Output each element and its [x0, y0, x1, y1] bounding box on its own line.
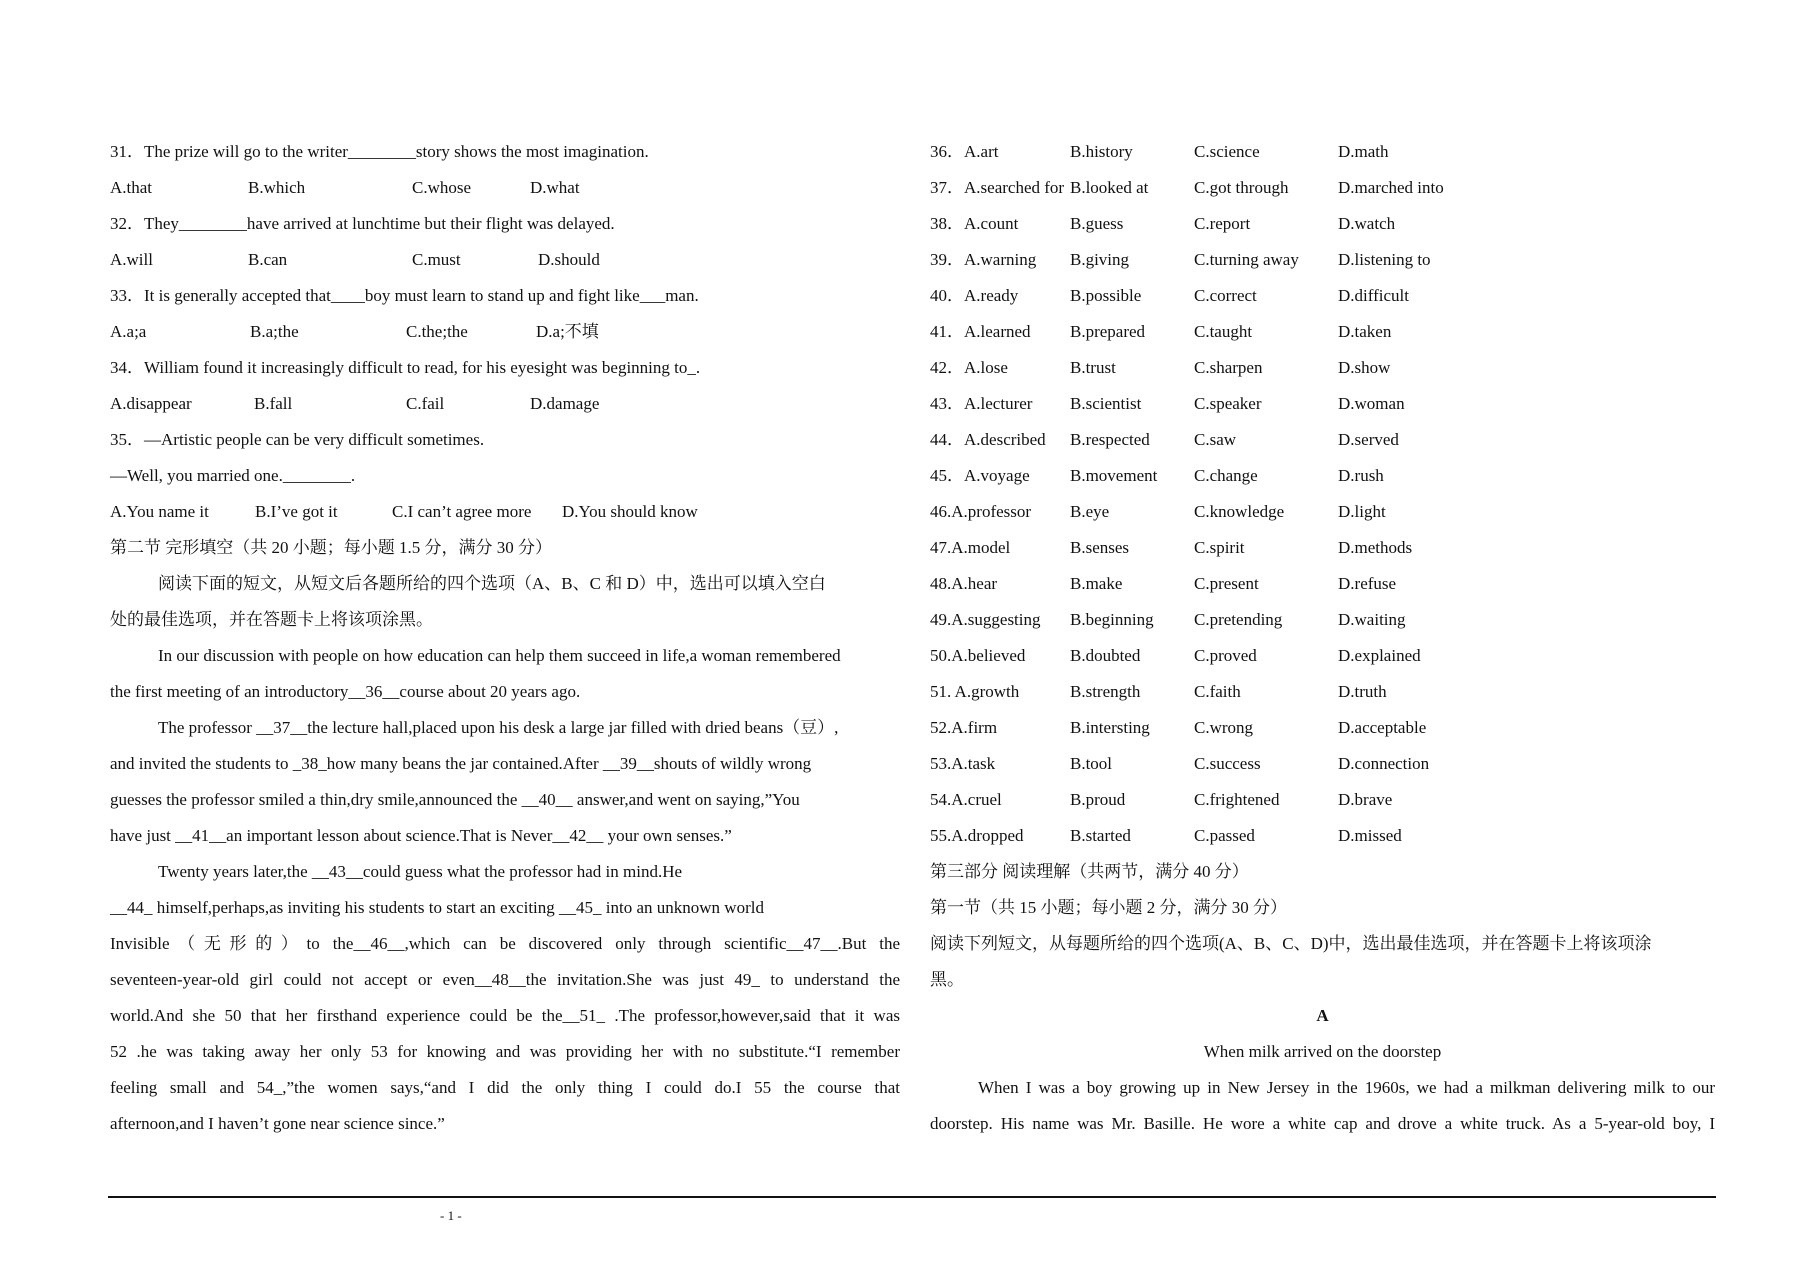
passage-line: Twenty years later,the __43__could guess what the professor had in mind.He: [158, 862, 683, 881]
option-b: B.senses: [1070, 538, 1130, 557]
option-a: 44．A.described: [930, 430, 1046, 449]
cloze-option-row: [930, 782, 1715, 818]
option-d: D.light: [1338, 502, 1386, 521]
option-c: C.spirit: [1194, 538, 1245, 557]
passage-line: When I was a boy growing up in New Jersey in the 1960s, we had a milkman delivering milk to our: [978, 1078, 1715, 1097]
option-b: B.can: [248, 250, 288, 269]
section-heading: 第一节（共 15 小题；每小题 2 分，满分 30 分）: [930, 898, 1287, 917]
cloze-option-row: [930, 458, 1715, 494]
option-d: D.difficult: [1338, 286, 1409, 305]
cloze-option-row: [930, 746, 1715, 782]
passage-line: guesses the professor smiled a thin,dry smile,announced the __40__ answer,and went on saying,”You: [110, 790, 800, 809]
option-d: D.You should know: [562, 502, 698, 521]
option-d: D.acceptable: [1338, 718, 1427, 737]
option-d: D.show: [1338, 358, 1391, 377]
option-a: 37．A.searched for: [930, 178, 1065, 197]
options-34: [110, 386, 900, 422]
option-b: B.history: [1070, 142, 1133, 161]
option-c: C.wrong: [1194, 718, 1254, 737]
passage-line: and invited the students to _38_how many beans the jar contained.After __39__shouts of wildly wrong: [110, 754, 812, 773]
option-d: D.methods: [1338, 538, 1413, 557]
option-c: C.correct: [1194, 286, 1257, 305]
option-c: C.saw: [1194, 430, 1237, 449]
option-c: C.speaker: [1194, 394, 1262, 413]
option-b: B.a;the: [250, 322, 299, 341]
option-d: D.damage: [530, 394, 600, 413]
option-b: B.giving: [1070, 250, 1130, 269]
part-heading: 第三部分 阅读理解（共两节，满分 40 分）: [930, 862, 1249, 881]
option-b: B.proud: [1070, 790, 1126, 809]
option-b: B.tool: [1070, 754, 1113, 773]
passage-line: afternoon,and I haven’t gone near science since.”: [110, 1114, 445, 1133]
cloze-option-row: [930, 602, 1715, 638]
option-d: D.listening to: [1338, 250, 1431, 269]
option-a: 47.A.model: [930, 538, 1011, 557]
option-c: C.got through: [1194, 178, 1289, 197]
option-c: C.I can’t agree more: [392, 502, 532, 521]
option-a: 51. A.growth: [930, 682, 1020, 701]
option-b: B.I’ve got it: [255, 502, 338, 521]
option-b: B.beginning: [1070, 610, 1154, 629]
option-d: D.watch: [1338, 214, 1396, 233]
instructions-line: 处的最佳选项，并在答题卡上将该项涂黑。: [110, 610, 433, 629]
right-column: [930, 134, 1715, 1142]
option-b: B.possible: [1070, 286, 1142, 305]
footer-rule: [108, 1196, 1716, 1198]
option-d: D.should: [538, 250, 600, 269]
option-a: A.a;a: [110, 322, 147, 341]
option-a: 48.A.hear: [930, 574, 998, 593]
option-d: D.brave: [1338, 790, 1393, 809]
option-c: C.must: [412, 250, 461, 269]
options-33: [110, 314, 900, 350]
cloze-option-row: [930, 530, 1715, 566]
options-32: [110, 242, 900, 278]
cloze-option-row: [930, 710, 1715, 746]
cloze-option-row: [930, 818, 1715, 854]
option-b: B.started: [1070, 826, 1131, 845]
option-c: C.success: [1194, 754, 1261, 773]
option-c: C.proved: [1194, 646, 1257, 665]
option-c: C.change: [1194, 466, 1258, 485]
option-c: C.report: [1194, 214, 1251, 233]
section-heading: 第二节 完形填空（共 20 小题；每小题 1.5 分，满分 30 分）: [110, 538, 552, 557]
question-31: 31．The prize will go to the writer________story shows the most imagination.: [110, 142, 649, 161]
question-35: 35．—Artistic people can be very difficult sometimes.: [110, 430, 485, 449]
question-34: 34．William found it increasingly difficult to read, for his eyesight was beginning to_.: [110, 358, 701, 377]
option-d: D.served: [1338, 430, 1399, 449]
passage-line: world.And she 50 that her firsthand experience could be the__51_ .The professor,however,said that it was: [110, 1006, 900, 1025]
instructions-line: 阅读下列短文，从每题所给的四个选项(A、B、C、D)中，选出最佳选项，并在答题卡上将该项涂: [930, 934, 1652, 953]
passage-line: The professor __37__the lecture hall,placed upon his desk a large jar filled with dried beans（豆）,: [158, 718, 839, 737]
left-column: [110, 134, 900, 1142]
option-b: B.strength: [1070, 682, 1141, 701]
option-b: B.prepared: [1070, 322, 1146, 341]
option-a: 46.A.professor: [930, 502, 1032, 521]
option-a: 54.A.cruel: [930, 790, 1002, 809]
option-b: B.fall: [254, 394, 293, 413]
option-a: 42．A.lose: [930, 358, 1008, 377]
cloze-option-row: [930, 638, 1715, 674]
question-33: 33．It is generally accepted that____boy must learn to stand up and fight like___man.: [110, 286, 699, 305]
option-a: 50.A.believed: [930, 646, 1026, 665]
option-a: 45．A.voyage: [930, 466, 1030, 485]
cloze-option-row: [930, 170, 1715, 206]
cloze-option-row: [930, 386, 1715, 422]
passage-line: doorstep. His name was Mr. Basille. He wore a white cap and drove a white truck. As a 5-year-old boy, I: [930, 1114, 1715, 1133]
option-d: D.taken: [1338, 322, 1392, 341]
option-b: B.which: [248, 178, 306, 197]
option-c: C.pretending: [1194, 610, 1283, 629]
passage-line: seventeen-year-old girl could not accept or even__48__the invitation.She was just 49_ to understand the: [110, 970, 900, 989]
question-32: 32．They________have arrived at lunchtime but their flight was delayed.: [110, 214, 615, 233]
passage-line: Invisible（无形的）to the__46__,which can be discovered only through scientific__47__.But the: [110, 934, 900, 953]
option-d: D.what: [530, 178, 580, 197]
option-d: D.rush: [1338, 466, 1384, 485]
question-35-reply: —Well, you married one.________.: [110, 466, 356, 485]
option-c: C.faith: [1194, 682, 1241, 701]
page-number: - 1 -: [440, 1208, 462, 1223]
option-b: B.trust: [1070, 358, 1116, 377]
option-d: D.a;不填: [536, 322, 599, 341]
option-a: A.disappear: [110, 394, 192, 413]
cloze-option-row: [930, 134, 1715, 170]
option-a: A.will: [110, 250, 153, 269]
passage-line: __44_ himself,perhaps,as inviting his students to start an exciting __45_ into an unknown world: [110, 898, 764, 917]
instructions-line: 阅读下面的短文，从短文后各题所给的四个选项（A、B、C 和 D）中，选出可以填入空白: [158, 574, 826, 593]
option-b: B.looked at: [1070, 178, 1149, 197]
cloze-option-row: [930, 206, 1715, 242]
option-d: D.waiting: [1338, 610, 1406, 629]
option-d: D.truth: [1338, 682, 1387, 701]
option-c: C.science: [1194, 142, 1260, 161]
option-a: 40．A.ready: [930, 286, 1019, 305]
option-a: 41．A.learned: [930, 322, 1031, 341]
option-c: C.frightened: [1194, 790, 1280, 809]
option-c: C.fail: [406, 394, 445, 413]
option-b: B.movement: [1070, 466, 1158, 485]
option-a: 49.A.suggesting: [930, 610, 1041, 629]
cloze-option-row: [930, 674, 1715, 710]
option-d: D.woman: [1338, 394, 1405, 413]
option-c: C.taught: [1194, 322, 1253, 341]
options-35: [110, 494, 900, 530]
cloze-option-row: [930, 566, 1715, 602]
cloze-option-row: [930, 494, 1715, 530]
option-c: C.whose: [412, 178, 472, 197]
option-a: 43．A.lecturer: [930, 394, 1033, 413]
passage-line: have just __41__an important lesson about science.That is Never__42__ your own senses.”: [110, 826, 732, 845]
option-d: D.missed: [1338, 826, 1402, 845]
option-b: B.respected: [1070, 430, 1150, 449]
option-a: A.You name it: [110, 502, 209, 521]
cloze-option-row: [930, 422, 1715, 458]
option-b: B.intersting: [1070, 718, 1150, 737]
cloze-option-row: [930, 314, 1715, 350]
option-d: D.math: [1338, 142, 1389, 161]
passage-line: the first meeting of an introductory__36__course about 20 years ago.: [110, 682, 581, 701]
option-c: C.sharpen: [1194, 358, 1263, 377]
passage-title: When milk arrived on the doorstep: [1203, 1042, 1442, 1061]
option-c: C.knowledge: [1194, 502, 1285, 521]
option-a: 52.A.firm: [930, 718, 998, 737]
option-d: D.connection: [1338, 754, 1430, 773]
option-c: C.the;the: [406, 322, 468, 341]
cloze-option-row: [930, 278, 1715, 314]
option-c: C.passed: [1194, 826, 1255, 845]
cloze-option-row: [930, 242, 1715, 278]
option-a: 38．A.count: [930, 214, 1019, 233]
cloze-options-list: [930, 134, 1715, 854]
option-c: C.turning away: [1194, 250, 1299, 269]
option-b: B.guess: [1070, 214, 1124, 233]
options-31: [110, 170, 900, 206]
option-b: B.scientist: [1070, 394, 1142, 413]
option-c: C.present: [1194, 574, 1259, 593]
option-b: B.make: [1070, 574, 1123, 593]
passage-letter: A: [1316, 1006, 1329, 1025]
instructions-line: 黑。: [930, 970, 964, 989]
passage-line: In our discussion with people on how education can help them succeed in life,a woman remembered: [158, 646, 841, 665]
option-d: D.explained: [1338, 646, 1421, 665]
option-a: 55.A.dropped: [930, 826, 1024, 845]
option-a: 53.A.task: [930, 754, 996, 773]
option-a: 36．A.art: [930, 142, 999, 161]
option-a: 39．A.warning: [930, 250, 1037, 269]
passage-line: feeling small and 54_,”the women says,“and I did the only thing I could do.I 55 the course that: [110, 1078, 900, 1097]
passage-line: 52 .he was taking away her only 53 for knowing and was providing her with no substitute.“I remember: [110, 1042, 900, 1061]
option-a: A.that: [110, 178, 153, 197]
option-b: B.eye: [1070, 502, 1110, 521]
cloze-option-row: [930, 350, 1715, 386]
option-d: D.refuse: [1338, 574, 1397, 593]
option-b: B.doubted: [1070, 646, 1141, 665]
option-d: D.marched into: [1338, 178, 1444, 197]
